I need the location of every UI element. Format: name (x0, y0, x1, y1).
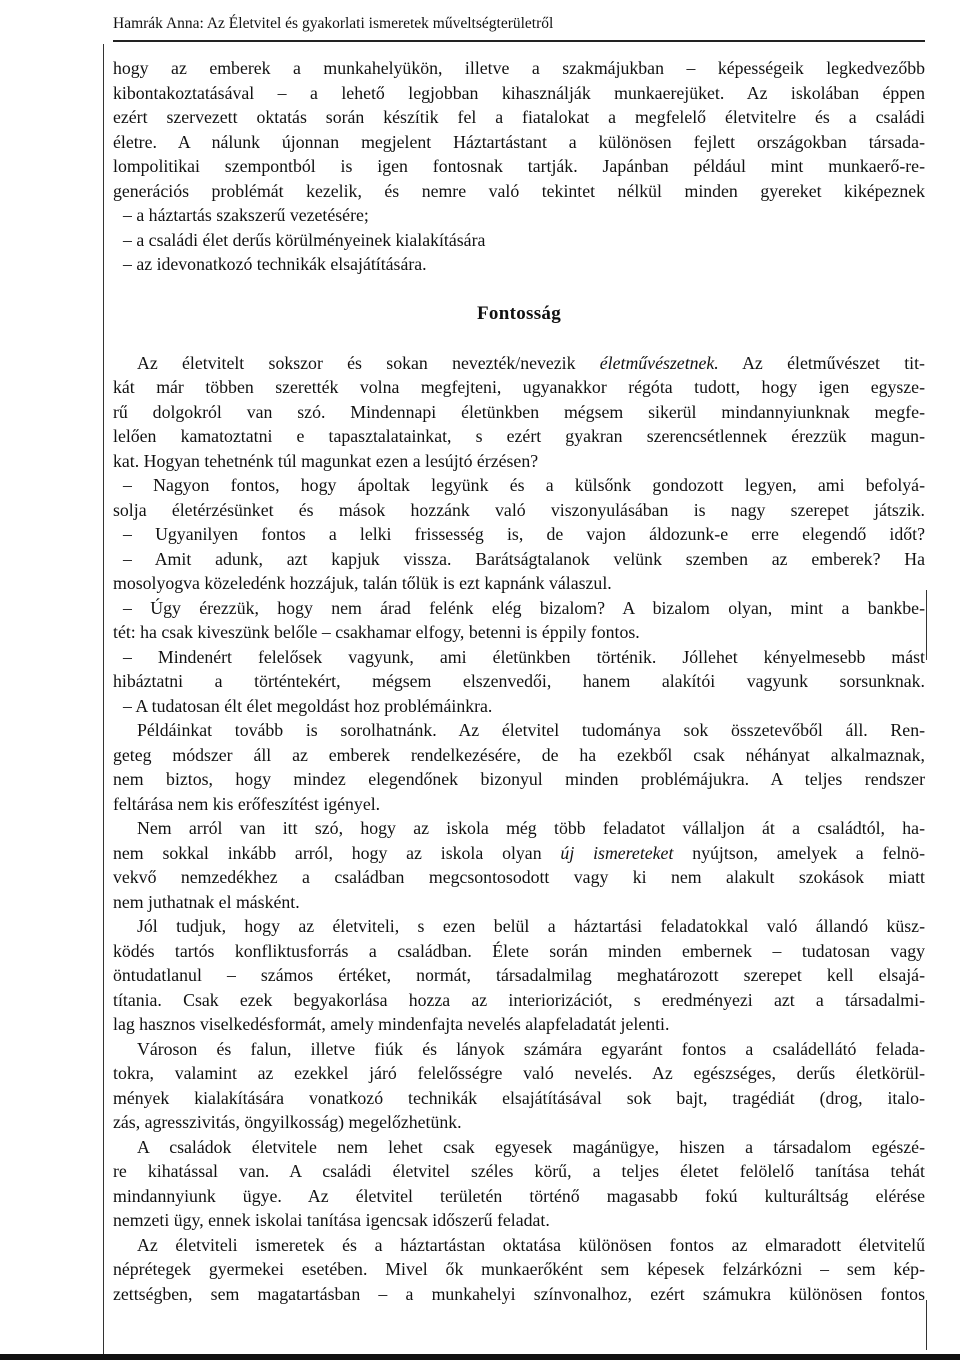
text-line: A családok életvitele nem lehet csak egyesek magánügye, hiszen a társadalom egészé- (137, 1136, 925, 1157)
right-margin-mark (926, 590, 927, 660)
paragraph (113, 816, 925, 914)
list-item: – a háztartás szakszerű vezetésére; (123, 205, 369, 225)
text-line: lelően kamatoztatni e tapasztalatainkat, s ezért gyakran szerencsétlennek érezzük magun- (113, 426, 925, 446)
paragraph (113, 1233, 925, 1307)
text-line: feltárása nem kis erőfeszítést igényel. (113, 793, 381, 814)
text-line: Jól tudjuk, hogy az életviteli, s ezen belül a háztartási feladatokkal való állandó küsz- (137, 916, 925, 936)
text-line: vekvő nemzedékhez a családban megcsontosodott vagy ki nem alakult szokások miatt (113, 867, 925, 887)
text-line: Az életviteli ismeretek és a háztartástan oktatása különösen fontos az elmaradott életvitelű (137, 1234, 925, 1255)
text-line: Nem arról van itt szó, hogy az iskola még több feladatot vállaljon át a családtól, ha- (137, 818, 925, 838)
text-line: solja életérzésünket és mások hozzánk való viszonyulásában is nagy szerepet játszik. (113, 499, 925, 520)
running-header: Hamrák Anna: Az Életvitel és gyakorlati ismeretek műveltségterületről (113, 15, 554, 32)
text-line: öntudatlanul – számos értéket, normát, társadalmilag meghatározott szerepet kell elsajá- (113, 965, 925, 985)
text-line: zás, agresszivitás, öngyilkosság) megelőzhetünk. (113, 1112, 462, 1132)
text-line (113, 841, 925, 866)
text-line: mosolyogva közeledénk hozzájuk, talán tőlük is ezt kapnánk válaszul. (113, 573, 612, 593)
emphasized-term: életművészetnek. (599, 352, 719, 373)
right-margin-mark (926, 1300, 927, 1350)
text-line: hogy az emberek a munkahelyükön, illetve a szakmájukban – képességeik legkedvezőbb (113, 58, 925, 78)
page-body (113, 56, 925, 1306)
text-line: nemzeti ügy, ennek iskolai tanítása igencsak időszerű feladat. (113, 1210, 550, 1230)
bullet-list (113, 203, 925, 277)
text-span: nyújtson, amelyek a felnö- (673, 842, 925, 863)
text-span: Az életművészet tit- (718, 352, 925, 373)
text-line: néprétegek gyermekei esetében. Mivel ők munkaerőként sem képesek felzárkózni – sem kép- (113, 1259, 925, 1279)
text-line: zettségben, sem magatartásban – a munkahelyi színvonalhoz, ezért számukra különösen fontos (113, 1283, 925, 1304)
list-item: – Nagyon fontos, hogy ápoltak legyünk és a külsőnk gondozott legyen, ami befolyá- (123, 475, 925, 495)
list-item: – A tudatosan élt élet megoldást hoz problémáinkra. (123, 695, 493, 716)
text-line: mények kialakítására vonatkozó technikák elsajátításával sok bajt, tragédiát (drog, italo- (113, 1087, 925, 1108)
dash-list (113, 473, 925, 718)
list-item: – Mindenért felelősek vagyunk, ami életünkben történik. Jóllehet kényelmesebb mást (123, 646, 925, 667)
text-line: kat. Hogyan tehetnénk túl magunkat ezen a lesújtó érzésen? (113, 450, 539, 471)
paragraph (113, 1037, 925, 1135)
paragraph (113, 1135, 925, 1233)
list-item: – a családi élet derűs körülményeinek kialakítására (123, 229, 486, 250)
list-item: – Úgy érezzük, hogy nem árad felénk elég bizalom? A bizalom olyan, mint a bankbe- (123, 597, 925, 618)
section-heading: Fontosság (477, 302, 561, 324)
list-item: – Ugyanilyen fontos a lelki frissesség is, de vajon áldozunk-e erre elegendő időt? (123, 524, 925, 544)
header-rule (113, 40, 925, 42)
text-line: kát már többen szerették volna megfejteni, ugyanakkor régóta tudott, hogy igen egysze- (113, 377, 925, 397)
text-line: hibáztatni a történtekért, mégsem elszenvedői, hanem alakítói vagyunk sorsunknak. (113, 671, 925, 691)
paragraph (113, 718, 925, 816)
text-line: Városon és falun, illetve fiúk és lányok számára egyaránt fontos a családellátó felada- (137, 1038, 925, 1059)
list-item: – Amit adunk, azt kapjuk vissza. Barátságtalanok velünk szemben az emberek? Ha (123, 548, 925, 569)
paragraph (113, 56, 925, 203)
text-line: nem biztos, hogy mindez elegendőnek bizonyul minden problémájukra. A teljes rendszer (113, 769, 925, 789)
text-line: re kihatással van. A családi életvitel széles körű, a teljes életet felölelő tanítása tehát (113, 1161, 925, 1181)
text-line: lag hasznos viselkedésformát, amely mindenfajta nevelés alapfeladatát jelenti. (113, 1014, 670, 1034)
text-line: nem juthatnak el másként. (113, 891, 300, 912)
text-line: mindannyiunk ügye. Az életvitel területén történő magasabb fokú kulturáltság elérése (113, 1185, 925, 1206)
text-line: ezért szervezett oktatás során készítik fel a fiatalokat a megfelelő életvitelre és a családi (113, 107, 925, 127)
text-line: ködés tartós konfliktusforrás a családban. Élete során minden embernek – tudatosan vagy (113, 940, 925, 961)
bottom-border (0, 1354, 960, 1360)
emphasized-term: új ismereteket (560, 842, 674, 863)
text-span: Az életvitelt sokszor és sokan nevezték/nevezik (137, 352, 600, 373)
text-line: Példáinkat tovább is sorolhatnánk. Az életvitel tudománya sok összetevőből áll. Ren- (137, 720, 925, 740)
paragraph (113, 914, 925, 1037)
text-span: nem sokkal inkább arról, hogy az iskola olyan (113, 842, 561, 863)
text-line: lompolitikai szempontból is igen fontosnak tartják. Japánban például mint munkaerő-re- (113, 156, 925, 176)
text-line: geteg módszer áll az emberek rendelkezésére, de ha ezekből csak néhányat alkalmaznak, (113, 744, 925, 765)
text-line: generációs problémát kezelik, és nemre való tekintet nélkül minden gyereket kiképeznek (113, 180, 925, 201)
text-line (113, 351, 925, 376)
text-line: títania. Csak ezek begyakorlása hozza az interiorizációt, s eredményezi azt a társadalmi- (113, 989, 925, 1010)
text-line: tokra, valamint az ezekkel járó felelősségre való nevelés. Az egészséges, derűs életkörül- (113, 1063, 925, 1083)
list-item: – az idevonatkozó technikák elsajátítására. (123, 254, 427, 274)
text-line: kibontakoztatásával – a lehető legjobban kihasználják munkaerejüket. Az iskolában éppen (113, 82, 925, 103)
text-line: életre. A nálunk újonnan megjelent Háztartástant a különösen fejlett országokban társada- (113, 131, 925, 152)
text-line: tét: ha csak kiveszünk belőle – csakhamar elfogy, betenni is éppily fontos. (113, 622, 640, 642)
left-margin-line (103, 44, 104, 1354)
text-line: rű dolgokról van szó. Mindennapi életünkben mégsem sikerül mindannyiunknak megfe- (113, 401, 925, 422)
paragraph (113, 351, 925, 474)
